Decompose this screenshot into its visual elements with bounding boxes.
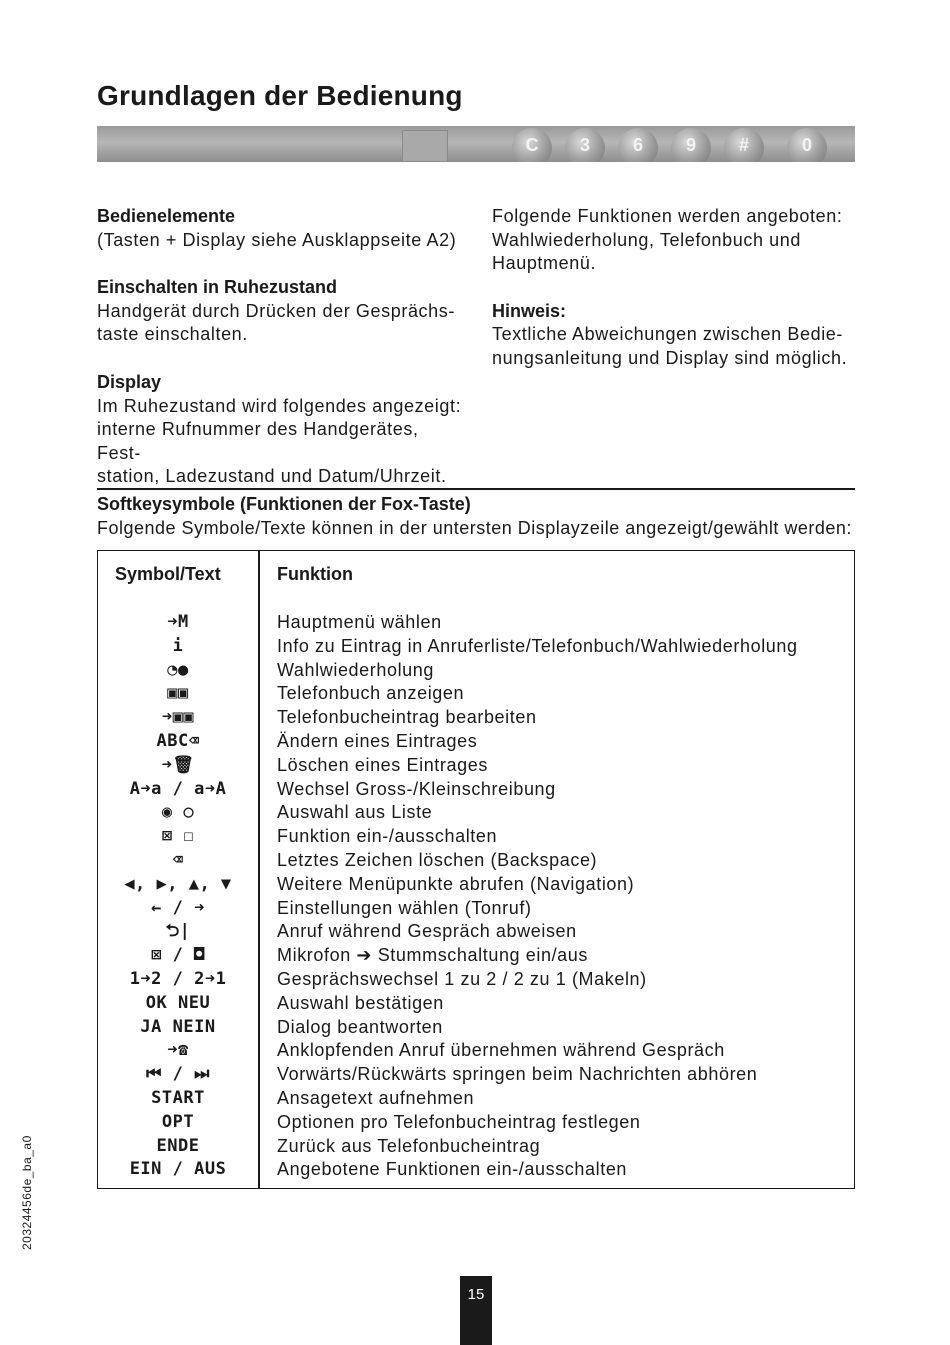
keypad-key-c: C xyxy=(512,128,552,162)
table-row xyxy=(98,730,854,754)
softkey-symbol: ENDE xyxy=(156,1135,200,1156)
softkey-symbol: ⏮ / ⏭ xyxy=(146,1064,210,1085)
table-row xyxy=(98,1087,854,1111)
table-row xyxy=(98,1016,854,1040)
softkey-symbol: ➜M xyxy=(167,612,189,632)
softkey-function: Mikrofon ➔ Stummschaltung ein/aus xyxy=(277,945,589,966)
softkey-table xyxy=(97,550,855,1189)
softkey-function: Letztes Zeichen löschen (Backspace) xyxy=(277,849,598,870)
right-column xyxy=(492,205,857,395)
section-heading: Display xyxy=(97,371,162,392)
softkey-symbol: ABC⌫ xyxy=(156,730,200,751)
softkey-function: Wahlwiederholung xyxy=(277,659,435,680)
table-row xyxy=(98,778,854,802)
softkey-symbol: ➜🗑 xyxy=(161,754,195,775)
table-row xyxy=(98,754,854,778)
softkey-function: Optionen pro Telefonbucheintrag festlegen xyxy=(277,1111,641,1132)
softkey-symbol: ⊠ ☐ xyxy=(161,826,195,847)
table-row xyxy=(98,659,854,683)
softkey-symbol: JA NEIN xyxy=(140,1016,216,1037)
table-row xyxy=(98,944,854,968)
section-funktionen xyxy=(492,205,857,276)
section-text: Folgende Funktionen werden angeboten: xyxy=(492,206,843,226)
section-text: Hauptmenü. xyxy=(492,253,597,274)
table-row xyxy=(98,920,854,944)
left-column xyxy=(97,205,467,513)
page-number: 15 xyxy=(460,1276,492,1345)
section-display xyxy=(97,371,467,489)
softkey-function: Vorwärts/Rückwärts springen beim Nachrichten abhören xyxy=(277,1064,758,1085)
softkey-function: Löschen eines Eintrages xyxy=(277,754,488,775)
section-heading: Einschalten in Ruhezustand xyxy=(97,277,338,298)
page-title: Grundlagen der Bedienung xyxy=(97,80,463,111)
softkey-function: Gesprächswechsel 1 zu 2 / 2 zu 1 (Makeln) xyxy=(277,968,647,989)
section-hinweis xyxy=(492,300,857,371)
table-header-symbol: Symbol/Text xyxy=(115,564,221,584)
softkey-function: Anklopfenden Anruf übernehmen während Gespräch xyxy=(277,1040,725,1061)
softkey-function: Hauptmenü wählen xyxy=(277,612,442,632)
softkey-function: Dialog beantworten xyxy=(277,1016,443,1037)
softkey-symbol: OK NEU xyxy=(145,992,211,1013)
section-heading: Bedienelemente xyxy=(97,206,236,226)
softkey-intro: Folgende Symbole/Texte können in der untersten Displayzeile angezeigt/gewählt werden: xyxy=(97,518,852,538)
softkey-function: Auswahl aus Liste xyxy=(277,802,433,823)
table-row xyxy=(98,706,854,730)
section-text: Im Ruhezustand wird folgendes angezeigt: xyxy=(97,395,462,416)
softkey-function: Ändern eines Eintrages xyxy=(277,730,478,751)
softkey-symbol: ⮌| xyxy=(165,921,191,942)
keypad-key-6: 6 xyxy=(618,128,658,162)
softkey-symbol: i xyxy=(172,635,184,656)
phone-keypad-banner xyxy=(97,126,855,162)
softkey-symbol: A➜a / a➜A xyxy=(129,778,227,799)
softkey-symbol: EIN / AUS xyxy=(129,1159,227,1180)
section-divider xyxy=(97,488,855,490)
table-row xyxy=(98,825,854,849)
document-code: 20324456de_ba_a0 xyxy=(20,1135,34,1250)
softkey-symbol: 1➜2 / 2➜1 xyxy=(129,968,227,989)
table-row xyxy=(98,992,854,1016)
softkey-symbol: ➜☎ xyxy=(167,1040,189,1061)
softkey-heading: Softkeysymbole (Funktionen der Fox-Taste) xyxy=(97,494,471,514)
softkey-function: Auswahl bestätigen xyxy=(277,992,444,1013)
softkey-function: Weitere Menüpunkte abrufen (Navigation) xyxy=(277,873,635,894)
table-row xyxy=(98,635,854,659)
softkey-symbol: ➜▣▣ xyxy=(161,707,195,728)
keypad-key-9: 9 xyxy=(671,128,711,162)
table-row xyxy=(98,611,854,635)
softkey-symbol: START xyxy=(151,1087,205,1108)
table-rows xyxy=(98,611,854,1182)
softkey-function: Ansagetext aufnehmen xyxy=(277,1087,475,1108)
softkey-symbol: ← / ➜ xyxy=(151,897,205,918)
softkey-symbol: ⊠ / ◘ xyxy=(151,945,205,966)
table-row xyxy=(98,1111,854,1135)
table-row xyxy=(98,968,854,992)
table-row xyxy=(98,801,854,825)
table-row xyxy=(98,1063,854,1087)
table-header-function: Funktion xyxy=(277,564,353,584)
section-text: Textliche Abweichungen zwischen Bedie- xyxy=(492,324,843,345)
table-row xyxy=(98,897,854,921)
section-text: station, Ladezustand und Datum/Uhrzeit. xyxy=(97,466,447,487)
section-text: nungsanleitung und Display sind möglich. xyxy=(492,347,848,368)
softkey-symbol: ◉ ○ xyxy=(161,802,195,823)
softkey-function: Info zu Eintrag in Anruferliste/Telefonbuch/Wahlwiederholung xyxy=(277,635,798,656)
section-text: (Tasten + Display siehe Ausklappseite A2) xyxy=(97,229,457,250)
softkey-function: Zurück aus Telefonbucheintrag xyxy=(277,1135,541,1156)
section-einschalten xyxy=(97,276,467,347)
phone-display-image xyxy=(402,130,448,162)
softkey-symbol: ▣▣ xyxy=(167,683,189,704)
keypad-key-3: 3 xyxy=(565,128,605,162)
table-row xyxy=(98,873,854,897)
section-text: Handgerät durch Drücken der Gesprächs- xyxy=(97,300,455,321)
softkey-function: Anruf während Gespräch abweisen xyxy=(277,921,577,942)
softkey-function: Wechsel Gross-/Kleinschreibung xyxy=(277,778,556,799)
table-row xyxy=(98,682,854,706)
softkey-function: Einstellungen wählen (Tonruf) xyxy=(277,897,532,918)
softkey-symbol: ◔● xyxy=(167,659,189,680)
table-row xyxy=(98,849,854,873)
softkey-function: Funktion ein-/ausschalten xyxy=(277,826,498,847)
softkey-symbol: ⌫ xyxy=(172,849,184,870)
keypad-key-0: 0 xyxy=(787,128,827,162)
section-text: taste einschalten. xyxy=(97,324,248,345)
table-row xyxy=(98,1039,854,1063)
table-row xyxy=(98,1158,854,1182)
softkey-function: Telefonbucheintrag bearbeiten xyxy=(277,707,537,728)
softkey-symbol: OPT xyxy=(161,1111,195,1132)
section-bedienelemente xyxy=(97,205,467,252)
section-text: Wahlwiederholung, Telefonbuch und xyxy=(492,229,802,250)
softkey-function: Angebotene Funktionen ein-/ausschalten xyxy=(277,1159,628,1180)
section-text: interne Rufnummer des Handgerätes, Fest- xyxy=(97,419,419,463)
section-heading: Hinweis: xyxy=(492,300,567,321)
softkey-symbol: ◀, ▶, ▲, ▼ xyxy=(124,873,232,894)
keypad-key-hash: # xyxy=(724,128,764,162)
table-row xyxy=(98,1135,854,1159)
softkey-function: Telefonbuch anzeigen xyxy=(277,683,465,704)
